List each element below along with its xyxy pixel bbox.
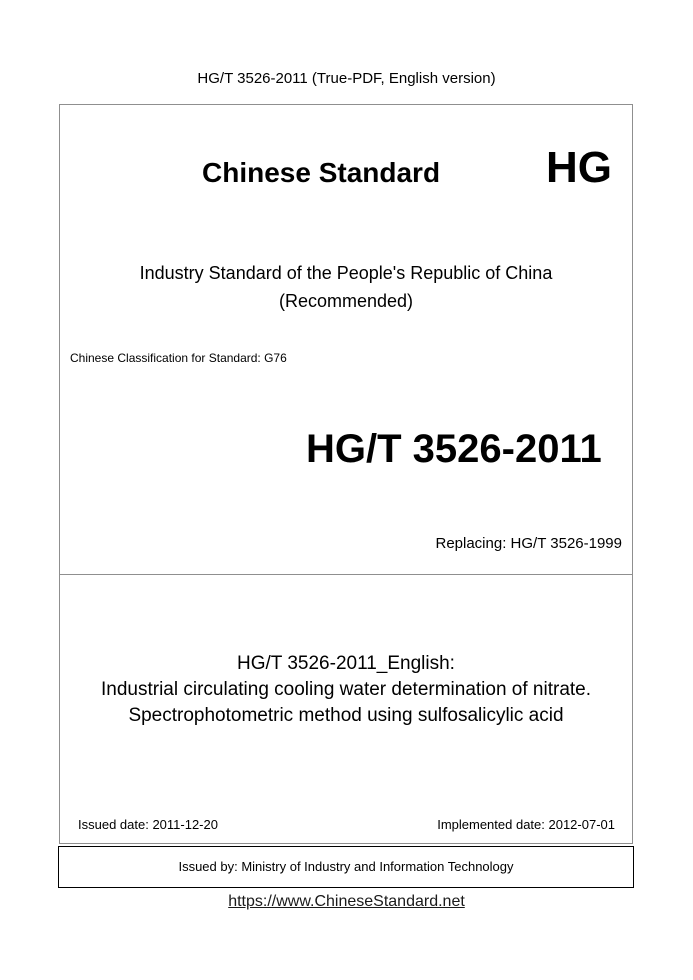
- document-title-line-2: Industrial circulating cooling water determination of nitrate.: [100, 679, 592, 700]
- document-header-label: HG/T 3526-2011 (True-PDF, English version): [197, 70, 496, 87]
- standard-subtitle: [60, 259, 632, 315]
- classification-label: Chinese Classification for Standard: G76: [70, 351, 287, 365]
- section-divider: [60, 574, 632, 575]
- website-link[interactable]: https://www.ChineseStandard.net: [228, 893, 465, 910]
- issued-by-label: Issued by: Ministry of Industry and Information Technology: [178, 859, 514, 874]
- document-title-line-1: HG/T 3526-2011_English:: [237, 653, 455, 674]
- standard-number: HG/T 3526-2011: [306, 427, 602, 471]
- subtitle-line-1: Industry Standard of the People's Republic of China: [139, 263, 553, 283]
- document-title: [60, 651, 632, 729]
- document-title-line-3: Spectrophotometric method using sulfosalicylic acid: [128, 705, 564, 726]
- standard-heading: Chinese Standard: [202, 157, 441, 188]
- issued-by-box: [58, 846, 634, 888]
- implemented-date: Implemented date: 2012-07-01: [437, 817, 615, 832]
- cover-frame: [59, 104, 633, 844]
- replacing-label: Replacing: HG/T 3526-1999: [435, 535, 622, 552]
- standard-code-mark: HG: [546, 143, 612, 192]
- subtitle-line-2: (Recommended): [278, 291, 414, 311]
- issued-date: Issued date: 2011-12-20: [78, 817, 218, 832]
